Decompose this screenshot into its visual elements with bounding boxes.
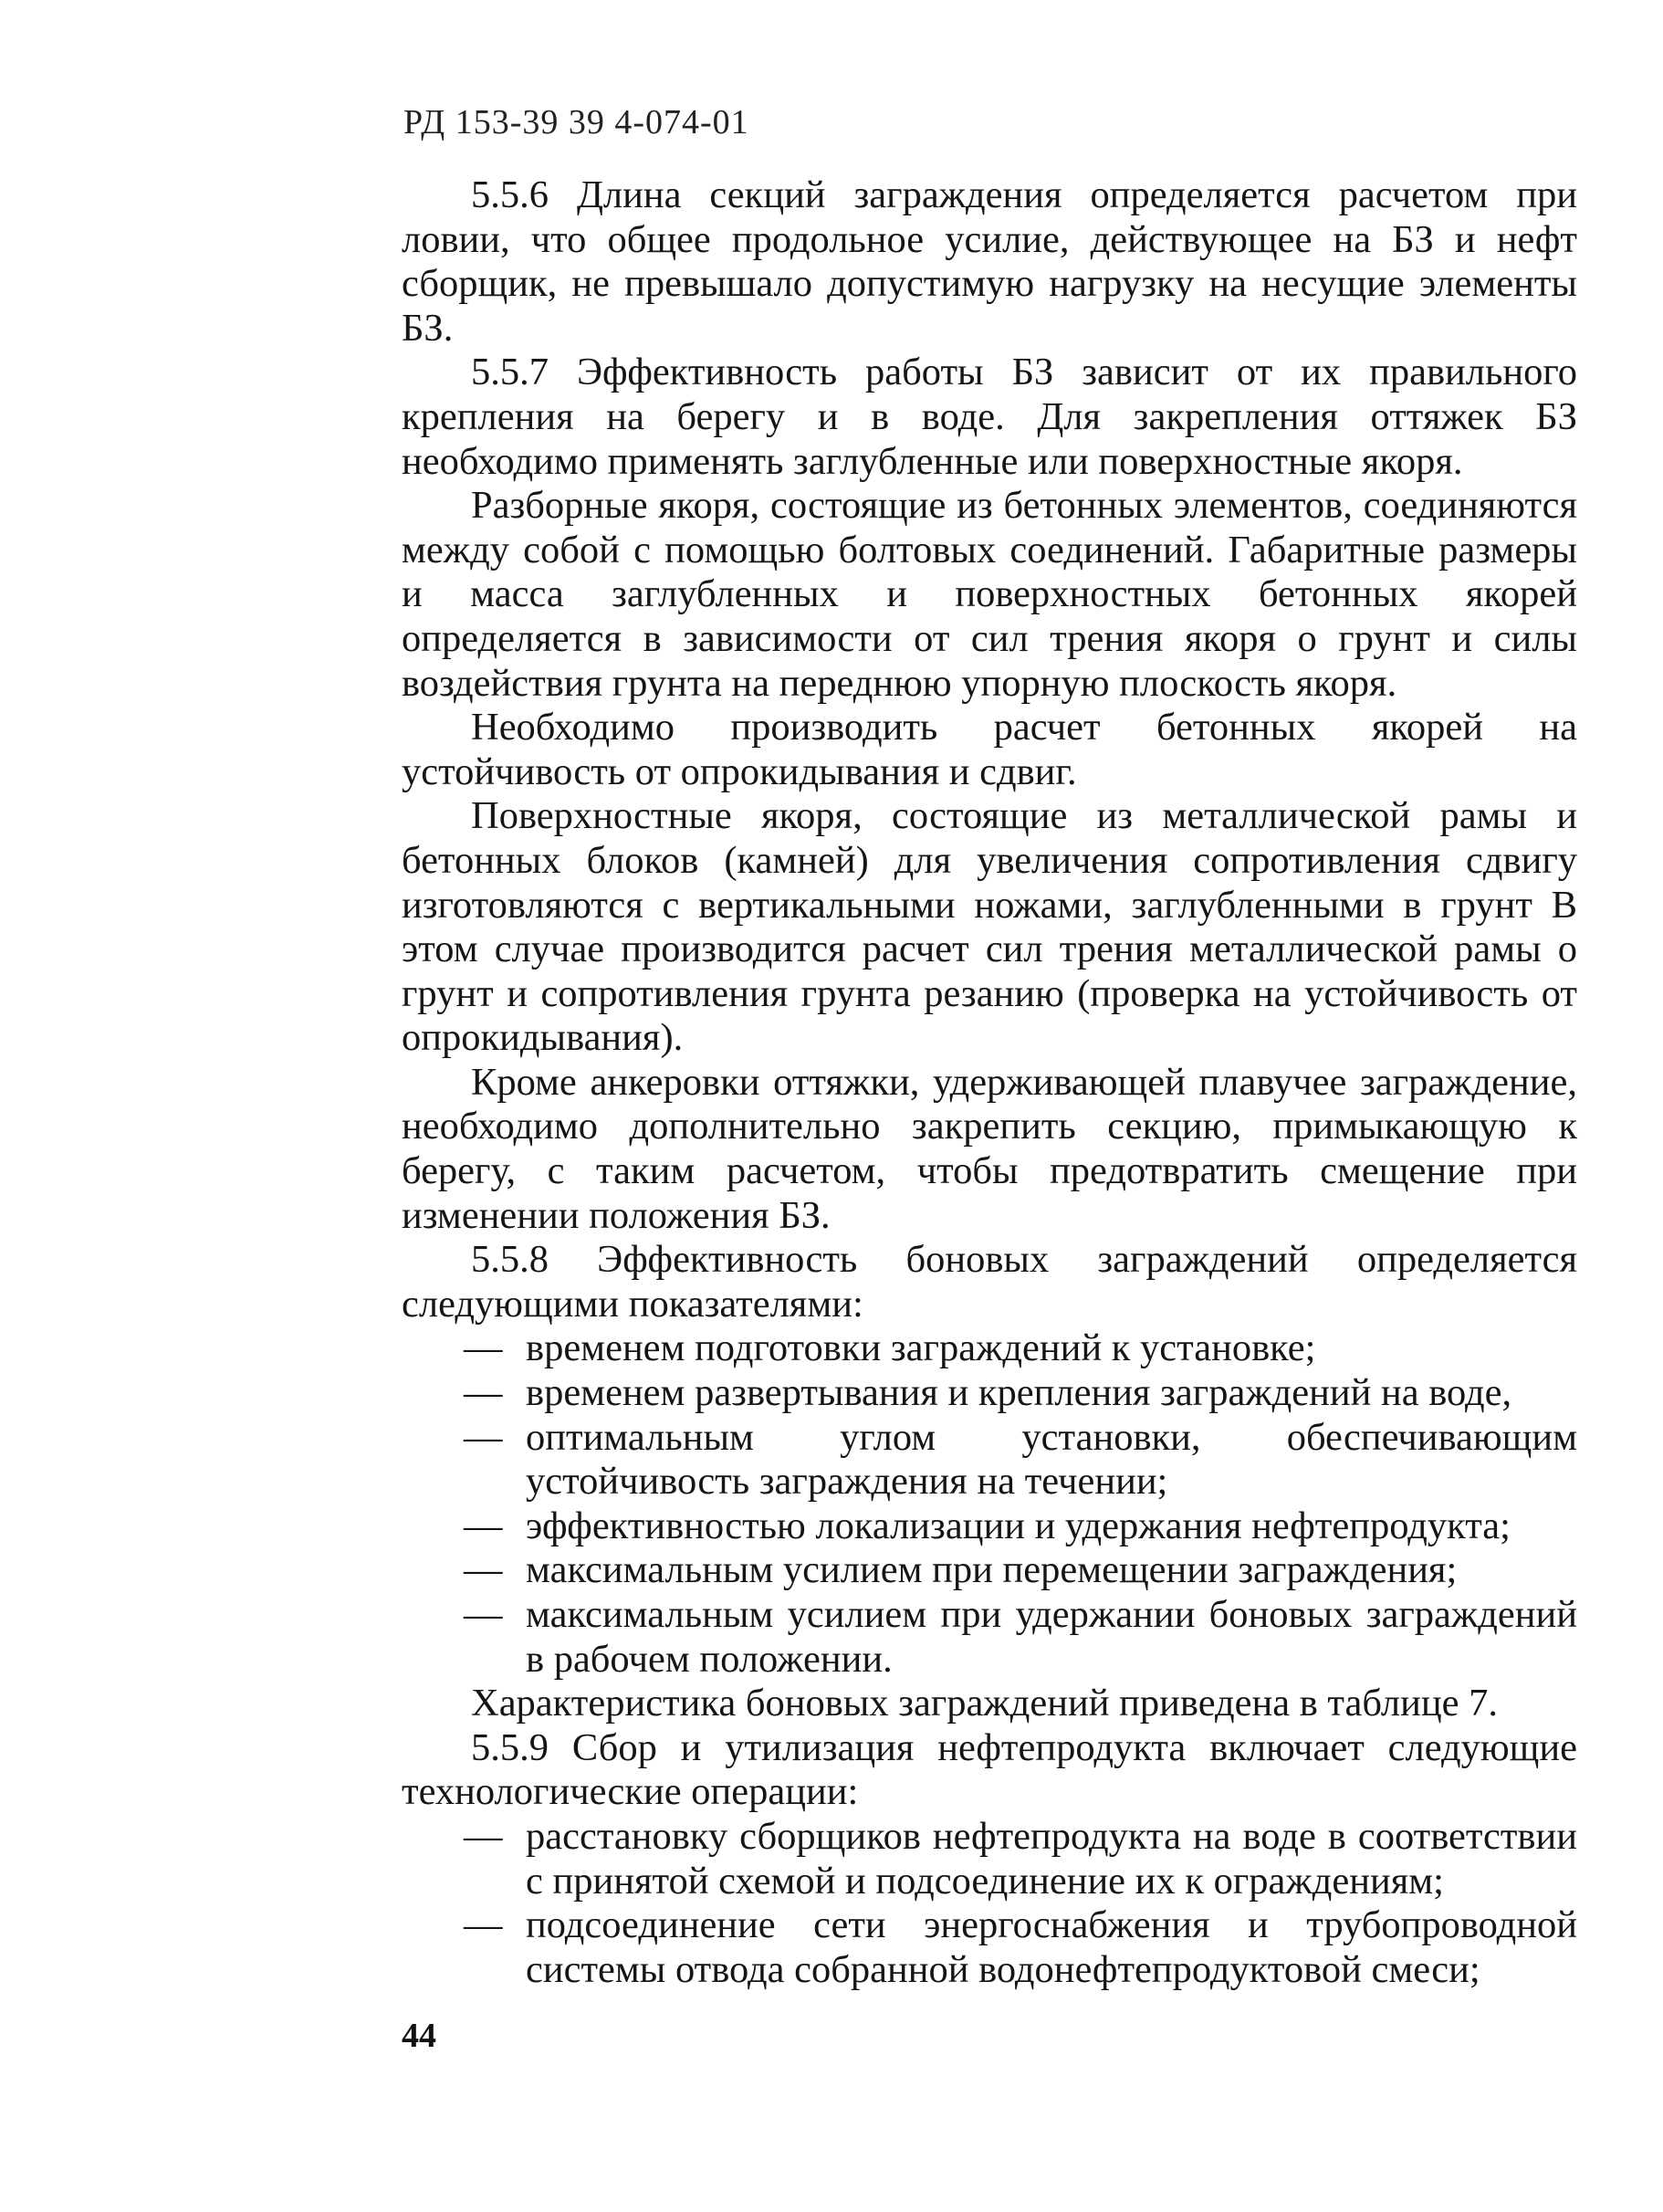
technological-operations-list [402, 1815, 1577, 1992]
paragraph-5-5-6: 5.5.6 Длина секций заграждения определяется расчетом при ловии, что общее продольное усилие, действующее на БЗ и нефт сборщик, не превышало допустимую нагрузку на несущие элементы БЗ. [402, 173, 1577, 350]
dash-bullet: — [464, 1326, 503, 1370]
paragraph-table-reference: Характеристика боновых заграждений приведена в таблице 7. [471, 1682, 1498, 1725]
list-item [402, 1593, 1577, 1682]
paragraph-5-5-9: 5.5.9 Сбор и утилизация нефтепродукта включает следующие технологические операции: [402, 1725, 1577, 1814]
dash-bullet: — [464, 1593, 503, 1636]
list-item-text: временем развертывания и крепления заграждений на воде, [526, 1371, 1512, 1415]
list-item-text: расстановку сборщиков нефтепродукта на воде в соответствии с принятой схемой и подсоединение их к ограждениям; [526, 1814, 1577, 1903]
dash-bullet: — [464, 1814, 503, 1858]
page-number: 44 [402, 2017, 436, 2055]
dash-bullet: — [464, 1903, 503, 1947]
list-item [402, 1903, 1577, 1992]
dash-bullet: — [464, 1371, 503, 1415]
list-item [402, 1548, 1577, 1593]
paragraph-5-5-7: 5.5.7 Эффективность работы БЗ зависит от их правильного крепления на берегу и в воде. Для закрепления оттяжек БЗ необходимо применять заглубленные или поверхностные якоря. [402, 351, 1577, 483]
dash-bullet: — [464, 1504, 503, 1547]
efficiency-indicators-list [402, 1326, 1577, 1682]
running-head: РД 153-39 39 4-074-01 [403, 103, 749, 142]
list-item-text: подсоединение сети энергоснабжения и трубопроводной системы отвода собранной водонефтепродуктовой смеси; [526, 1903, 1577, 1991]
paragraph-surface-anchors: Поверхностные якоря, состоящие из металлической рамы и бетонных блоков (камней) для увеличения сопротивления сдвигу изготовляются с вертикальными ножами, заглубленными в грунт В этом случае производится расчет сил трения металлической рамы о грунт и сопротивления грунта резанию (проверка на устойчивость от опрокидывания). [402, 794, 1577, 1060]
list-item-text: эффективностью локализации и удержания нефтепродукта; [526, 1504, 1511, 1547]
list-item [402, 1371, 1577, 1416]
paragraph-anchors-dismountable: Разборные якоря, состоящие из бетонных элементов, соединяются между собой с помощью болтовых соединений. Габаритные размеры и масса заглубленных и поверхностных бетонных якорей определяется в зависимости от сил трения якоря о грунт и силы воздействия грунта на переднюю упорную плоскость якоря. [402, 484, 1577, 705]
paragraph-5-5-8: 5.5.8 Эффективность боновых заграждений определяется следующими показателями: [402, 1238, 1577, 1326]
list-item-text: оптимальным углом установки, обеспечивающим устойчивость заграждения на течении; [526, 1415, 1577, 1504]
dash-bullet: — [464, 1548, 503, 1592]
page-body [402, 173, 1577, 1992]
list-item-text: максимальным усилием при удержании боновых заграждений в рабочем положении. [526, 1593, 1577, 1681]
list-item [402, 1416, 1577, 1504]
list-item [402, 1326, 1577, 1371]
paragraph-anchoring: Кроме анкеровки оттяжки, удерживающей плавучее заграждение, необходимо дополнительно закрепить секцию, примыкающую к берегу, с таким расчетом, чтобы предотвратить смещение при изменении положения БЗ. [402, 1060, 1577, 1237]
list-item-text: максимальным усилием при перемещении заграждения; [526, 1548, 1458, 1592]
dash-bullet: — [464, 1415, 503, 1459]
list-item-text: временем подготовки заграждений к установке; [526, 1326, 1316, 1370]
paragraph-anchor-stability: Необходимо производить расчет бетонных якорей на устойчивость от опрокидывания и сдвиг. [402, 706, 1577, 793]
list-item [402, 1815, 1577, 1903]
list-item [402, 1504, 1577, 1549]
